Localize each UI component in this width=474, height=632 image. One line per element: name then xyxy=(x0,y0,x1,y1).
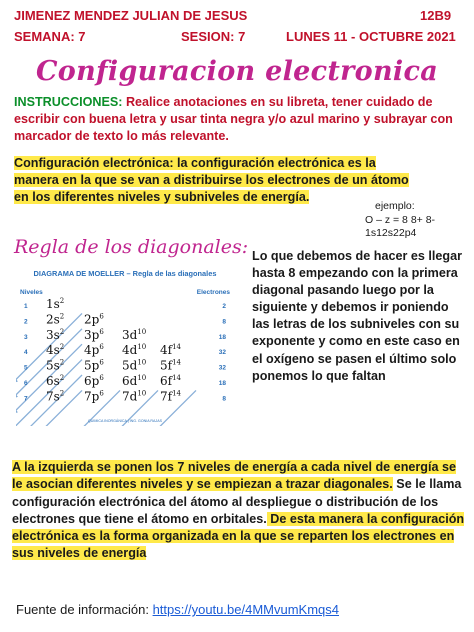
orbital-label: $5d^{10}$ xyxy=(122,358,147,373)
summary-paragraph xyxy=(12,459,466,563)
level-number: 1 xyxy=(24,303,28,310)
week-label: SEMANA: 7 xyxy=(14,29,86,44)
level-number: 4 xyxy=(24,349,28,357)
orbital-label: $6d^{10}$ xyxy=(122,374,147,388)
electron-count: 18 xyxy=(218,380,226,387)
electron-count: 2 xyxy=(222,303,226,310)
student-name: JIMENEZ MENDEZ JULIAN DE JESUS xyxy=(14,8,248,23)
level-number: 2 xyxy=(24,318,28,326)
diagram-footer: QUIMICA INORGÁNICA | ING. GONIA RAJAS xyxy=(87,419,163,423)
orbital-label: $3d^{10}$ xyxy=(122,327,147,342)
levels-label: Niveles xyxy=(20,289,43,296)
orbital-label: $3p^6$ xyxy=(84,327,104,342)
orbital-label: $2s^2$ xyxy=(46,312,65,327)
level-number: 7 xyxy=(24,395,28,403)
orbital-label: $3s^2$ xyxy=(46,327,65,342)
orbital-label: $4p^6$ xyxy=(84,343,104,358)
instructions-text: Realice anotaciones en su libreta, tener cuidado de escribir con buena letra y usar tinta negra y/o azul marino y subrayar con marcador de texto lo más relevante. xyxy=(14,95,453,143)
date-label: LUNES 11 - OCTUBRE 2021 xyxy=(286,29,456,44)
orbital-label: $6f^{14}$ xyxy=(160,374,181,388)
orbital-label: $7d^{10}$ xyxy=(122,389,147,404)
level-number: 5 xyxy=(24,364,28,372)
diagonal-explanation: Lo que debemos de hacer es llegar hasta 8 empezando con la primera diagonal pasando luego por la siguiente y debemos ir poniendo las letras de los subniveles con su exponente y como en este caso en el oxígeno se pasen el último solo ponemos lo que faltan xyxy=(252,249,462,383)
example-label: ejemplo: xyxy=(375,200,415,212)
orbital-label: $5f^{14}$ xyxy=(160,358,181,373)
summary-part-1: A la izquierda se ponen los 7 niveles de energía a cada nivel de energía se le asocian diferentes niveles y se empiezan a trazar diagonales. xyxy=(12,460,456,492)
orbital-label: $2p^6$ xyxy=(84,312,104,327)
orbital-label: $4d^{10}$ xyxy=(122,343,147,358)
example-line-1: O – z = 8 8+ 8- xyxy=(365,213,436,226)
example-note xyxy=(365,200,435,241)
orbital-label: $6p^6$ xyxy=(84,374,104,388)
electron-count: 8 xyxy=(222,318,226,326)
page-title: Configuracion electronica xyxy=(35,56,439,87)
instructions xyxy=(14,94,462,145)
diagram-title: DIAGRAMA DE MOELLER – Regla de las diagonales xyxy=(33,269,217,278)
rule-heading: Regla de los diagonales: xyxy=(14,236,249,258)
level-number: 6 xyxy=(24,380,28,387)
source-line xyxy=(16,602,339,617)
orbital-label: $4s^2$ xyxy=(46,343,65,358)
definition-text: Configuración electrónica: la configuración electrónica es la manera en la que se van a distribuirse los electrones de un átomo en los diferentes niveles y subniveles de energía. xyxy=(14,156,409,204)
orbital-label: $7s^2$ xyxy=(46,389,65,404)
orbital-label: $4f^{14}$ xyxy=(160,343,181,358)
moeller-diagram xyxy=(16,266,234,426)
session-label: SESION: 7 xyxy=(181,29,246,44)
orbital-label: $7p^6$ xyxy=(84,389,104,404)
definition-paragraph xyxy=(14,155,414,206)
instructions-label: INSTRUCCIONES: xyxy=(14,95,123,109)
electron-count: 18 xyxy=(218,333,226,341)
example-line-2: 1s12s22p4 xyxy=(365,227,417,239)
electron-count: 32 xyxy=(218,364,226,372)
source-label: Fuente de información: xyxy=(16,602,153,617)
electron-count: 8 xyxy=(222,395,226,403)
orbital-label: $5s^2$ xyxy=(46,358,65,373)
summary-part-2: Se le llama configuración electrónica del átomo al despliegue o distribución de los electrones que tiene el átomo en orbitales. xyxy=(12,477,462,526)
orbital-label: $5p^6$ xyxy=(84,358,104,373)
source-link[interactable]: https://youtu.be/4MMvumKmqs4 xyxy=(152,602,339,617)
orbital-label: $1s^2$ xyxy=(46,297,65,311)
group-code: 12B9 xyxy=(420,8,452,23)
orbital-label: $7f^{14}$ xyxy=(160,389,181,404)
level-number: 3 xyxy=(24,333,28,341)
electrons-label: Electrones xyxy=(196,289,230,296)
electron-count: 32 xyxy=(218,349,226,357)
summary-part-3: De esta manera la configuración electrónica es la forma organizada en la que se reparten los electrones en sus niveles de energía xyxy=(12,511,465,561)
orbital-label: $6s^2$ xyxy=(46,374,65,388)
